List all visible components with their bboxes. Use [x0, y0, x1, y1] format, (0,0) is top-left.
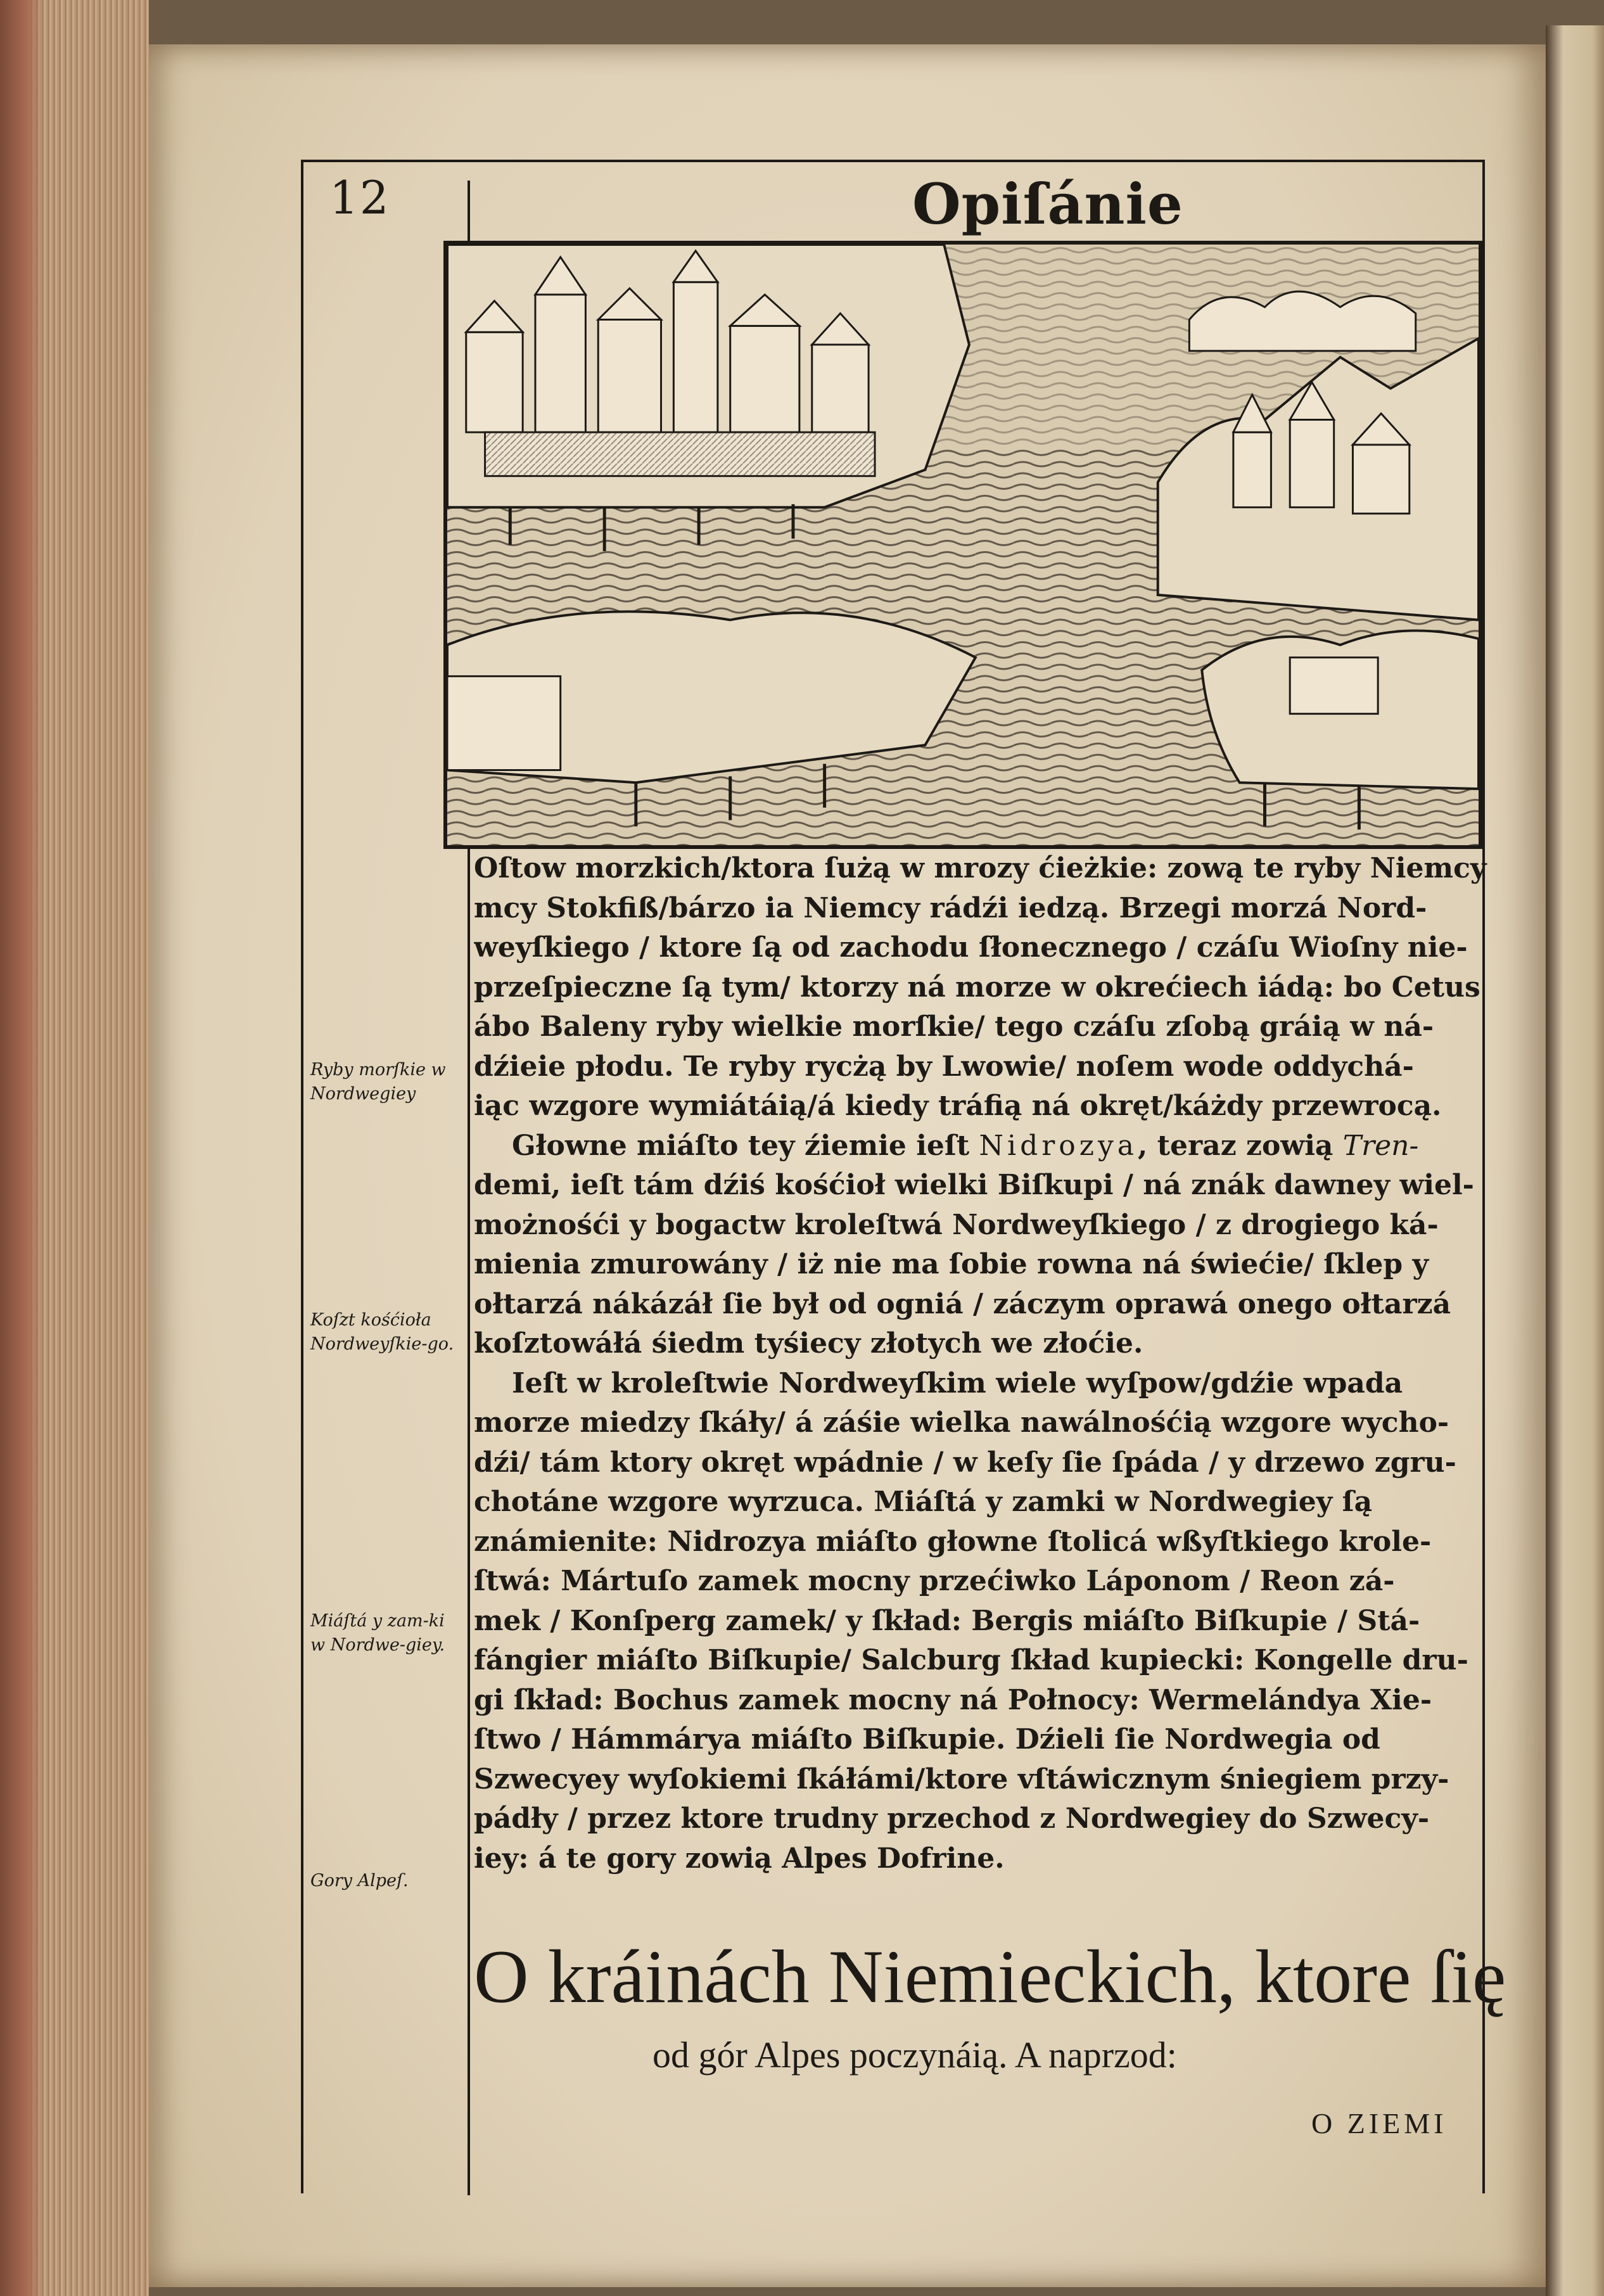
body-line: Oſtow morzkich/ktora ſużą w mrozy ćieżkie: zową te ryby Niemcy	[474, 852, 1487, 884]
body-line: Ieſt w kroleſtwie Nordweyſkim wiele wyſpow/gdźie wpada	[512, 1367, 1403, 1400]
facing-page-edge	[1546, 25, 1604, 2296]
left-frame-rule	[301, 160, 303, 2193]
body-text	[474, 849, 1487, 1878]
body-line: fángier miáſto Biſkupie/ Salcburg ſkład kupiecki: Kongelle dru-	[474, 1644, 1468, 1676]
paragraph-2-opening	[474, 1126, 1487, 1166]
body-line: dźi/ tám ktory okręt wpádnie / w keſy ſie ſpáda / y drzewo zgru-	[474, 1446, 1456, 1479]
city-name-nidrozya: Nidrozya	[979, 1129, 1138, 1162]
section-subtitle: od gór Alpes poczynáią. A naprzod:	[652, 2034, 1177, 2076]
body-run: Głowne miáſto tey źiemie ieſt	[512, 1129, 979, 1162]
body-line: demi, ieſt tám dźiś kośćioł wielki Biſkupi / ná znák dawney wiel-	[474, 1169, 1474, 1201]
body-line: iąc wzgore wymiátáią/á kiedy tráfią ná okręt/káżdy przewrocą.	[474, 1090, 1442, 1122]
margin-note: Koſzt kośćioła Nordweyſkie-go.	[310, 1310, 454, 1354]
body-line: chotáne wzgore wyrzuca. Miáſtá y zamki w Nordwegiey ſą	[474, 1486, 1373, 1518]
body-line: przeſpieczne ſą tym/ ktorzy ná morze w okrećiech iádą: bo Cetus	[474, 971, 1480, 1004]
body-run: , teraz zowią	[1138, 1129, 1343, 1162]
running-head: Opiſánie	[912, 171, 1183, 237]
body-line: mek / Konſperg zamek/ y ſkład: Bergis miáſto Biſkupie / Stá-	[474, 1604, 1420, 1637]
woodcut-town-harbor-icon	[443, 241, 1482, 849]
margin-note: Ryby morſkie w Nordwegiey	[310, 1060, 446, 1104]
body-line: Szwecyey wyſokiemi ſkáłámi/ktore vſtáwicznym śniegiem przy-	[474, 1763, 1449, 1795]
book-spine-edge	[0, 0, 149, 2296]
body-line: ſtwá: Mártuſo zamek mocny przećiwko Láponom / Reon zá-	[474, 1565, 1395, 1597]
body-line: pádły / przez ktore trudny przechod z Nordwegiey do Szwecy-	[474, 1802, 1430, 1835]
margin-note: Miáſtá y zam-ki w Nordwe-giey.	[310, 1611, 445, 1655]
body-line: morze miedzy ſkáły/ á záśie wielka nawálnośćią wzgore wycho-	[474, 1406, 1449, 1439]
body-line: iey: á te gory zowią Alpes Dofrine.	[474, 1842, 1005, 1875]
body-line: ołtarzá nákázáł ſie był od ogniá / záczym oprawá onego ołtarzá	[474, 1287, 1451, 1320]
body-line: możnośći y bogactw kroleſtwá Nordweyſkiego / z drogiego ká-	[474, 1208, 1439, 1241]
margin-note: Gory Alpeſ.	[310, 1871, 409, 1891]
body-line: ábo Baleny ryby wielkie morſkie/ tego czáſu zſobą gráią w ná-	[474, 1011, 1434, 1043]
section-title: O kráinách Niemieckich, ktore ſię	[474, 1934, 1506, 2019]
body-line: dźieie płodu. Te ryby rycżą by Lwowie/ noſem wode oddychá-	[474, 1050, 1414, 1083]
body-line: mcy Stokfiß/bárzo ia Niemcy rádźi iedzą. Brzegi morzá Nord-	[474, 891, 1427, 924]
header-rule	[301, 160, 1484, 162]
catchword: O ZIEMI	[1311, 2107, 1448, 2140]
body-line: gi ſkład: Bochus zamek mocny ná Połnocy: Wermelándya Xie-	[474, 1683, 1432, 1716]
body-line: známienite: Nidrozya miáſto głowne ſtolicá wßyſtkiego krole-	[474, 1525, 1432, 1558]
city-name-trendemi: Tren-	[1342, 1129, 1419, 1162]
body-line: weyſkiego / ktore ſą od zachodu ſłonecznego / czáſu Wioſny nie-	[474, 931, 1468, 964]
body-line: koſztowáłá śiedm tyśiecy złotych we złoćie.	[474, 1327, 1143, 1360]
body-line: ſtwo / Hámmárya miáſto Biſkupie. Dźieli ſie Nordwegia od	[474, 1723, 1380, 1756]
page-number: 12	[329, 171, 390, 224]
body-line: mienia zmurowány / iż nie ma ſobie rowna ná świećie/ ſklep y	[474, 1248, 1429, 1280]
